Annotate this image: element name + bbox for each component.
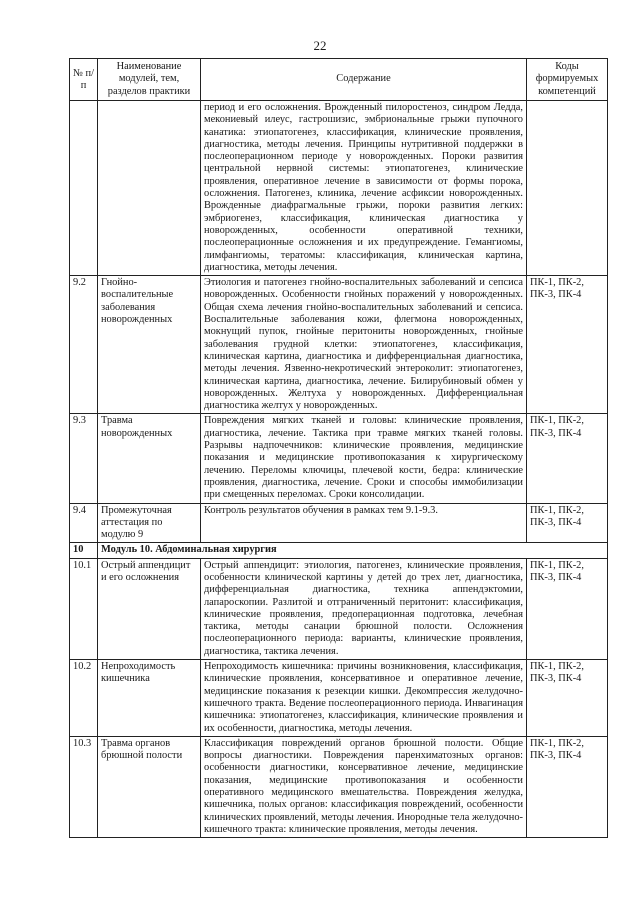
header-name: Наименование модулей, тем, разделов практики [98,59,201,101]
header-codes: Коды формируемых компетенций [527,59,608,101]
row-codes: ПК-1, ПК-2, ПК-3, ПК-4 [527,414,608,503]
row-codes: ПК-1, ПК-2, ПК-3, ПК-4 [527,503,608,543]
row-content: Классификация повреждений органов брюшной полости. Общие вопросы диагностики. Повреждения паренхиматозных органов: особенности диагностики, консервативное лечение, медицинские показания, медицинские противопоказания и особенности оперативного медицинского вмешательства. Повреждения желудка, кишечника, полых органов: классификация повреждений, особенности клинических проявлений, методы лечения. Инородные тела желудочно-кишечного тракта: клинические проявления, методы лечения. [201,736,527,837]
row-name [98,101,201,276]
row-num: 9.3 [70,414,98,503]
row-codes: ПК-1, ПК-2, ПК-3, ПК-4 [527,660,608,737]
table-row [70,276,608,414]
header-content: Содержание [201,59,527,101]
row-num: 10.3 [70,736,98,837]
row-name: Травма новорожденных [98,414,201,503]
section-num: 10 [70,543,98,558]
row-codes [527,101,608,276]
row-content: период и его осложнения. Врожденный пилоростеноз, синдром Ледда, мекониевый илеус, гастрошизис, эмбриональные грыжи пупочного канатика: этиопатогенез, классификация, клинические проявления, диагностика, методы лечения. Принципы нутритивной поддержки в послеоперационном периоде у новорожденных. Пороки развития центральной нервной системы: этиопатогенез, клинические проявления, оперативное лечение в зависимости от формы порока, осложнения. Патогенез, клиника, лечение асфиксии новорожденных. Врожденные диафрагмальные грыжи, пороки развития легких: эмбриогенез, классификация, клиническая диагностика у новорожденных, особенности оперативной техники, послеоперационные осложнения и их предупреждение. Гемангиомы, лимфангиомы, тератомы: классификация, клиническая картина, диагностика, методы лечения. [201,101,527,276]
page-number: 22 [313,38,327,53]
row-name: Промежуточная аттестация по модулю 9 [98,503,201,543]
header-num: № п/п [70,59,98,101]
row-name: Острый аппендицит и его осложнения [98,558,201,659]
row-content: Непроходимость кишечника: причины возникновения, классификация, клинические проявления, консервативное и оперативное лечение, медицинские показания к резекции кишки. Декомпрессия желудочно-кишечного тракта. Ведение послеоперационного периода. Инвагинация кишечника: этиопатогенез, классификация, клинические проявления и их особенности, диагностика, методы лечения. [201,660,527,737]
curriculum-table [69,58,608,838]
section-row [70,543,608,558]
row-content: Острый аппендицит: этиология, патогенез, клинические проявления, особенности клинической картины у детей до трех лет, диагностика, дифференциальная диагностика, техника аппендэктомии, лапароскопии. Разлитой и отграниченный перитонит: классификация, клинические проявления, предоперационная подготовка, лечебная тактика, методы санации брюшной полости. Осложнения послеоперационного периода: варианты, клинические проявления, диагностика, тактика лечения. [201,558,527,659]
table-row [70,414,608,503]
row-name: Непроходимость кишечника [98,660,201,737]
row-name: Гнойно-воспалительные заболевания новорожденных [98,276,201,414]
row-content: Повреждения мягких тканей и головы: клинические проявления, диагностика, лечение. Тактика при травме мягких тканей головы. Разрывы надпочечников: клинические проявления, медицинские показания и медицинские противопоказания к хирургическому лечению. Переломы ключицы, плечевой кости, бедра: клинические проявления, диагностика, лечение. Сроки и способы иммобилизации при смещенных переломах. Сроки консолидации. [201,414,527,503]
row-num: 10.2 [70,660,98,737]
table-row [70,736,608,837]
table-row [70,101,608,276]
row-codes: ПК-1, ПК-2, ПК-3, ПК-4 [527,736,608,837]
row-name: Травма органов брюшной полости [98,736,201,837]
row-num: 10.1 [70,558,98,659]
table-row [70,503,608,543]
table-header-row [70,59,608,101]
table-row [70,558,608,659]
row-num [70,101,98,276]
row-content: Контроль результатов обучения в рамках тем 9.1-9.3. [201,503,527,543]
row-codes: ПК-1, ПК-2, ПК-3, ПК-4 [527,276,608,414]
row-content: Этиология и патогенез гнойно-воспалительных заболеваний и сепсиса новорожденных. Особенности гнойных поражений у новорожденных. Общая схема лечения гнойно-воспалительных заболеваний и сепсиса. Воспалительные заболевания кожи, флегмона новорожденных, мокнущий пупок, гнойные перитониты новорожденных, гнойные заболевания грудной клетки: этиопатогенез, классификация, клиническая картина, диагностика и дифференциальная диагностика, методы лечения. Язвенно-некротический энтероколит: этиопатогенез, клиническая картина, диагностика, лечение. Билирубиновый обмен у новорожденных. Желтуха у новорожденных. Дифференциальная диагностика желтух у новорожденных. [201,276,527,414]
row-num: 9.2 [70,276,98,414]
row-num: 9.4 [70,503,98,543]
row-codes: ПК-1, ПК-2, ПК-3, ПК-4 [527,558,608,659]
table-row [70,660,608,737]
section-title: Модуль 10. Абдоминальная хирургия [98,543,608,558]
